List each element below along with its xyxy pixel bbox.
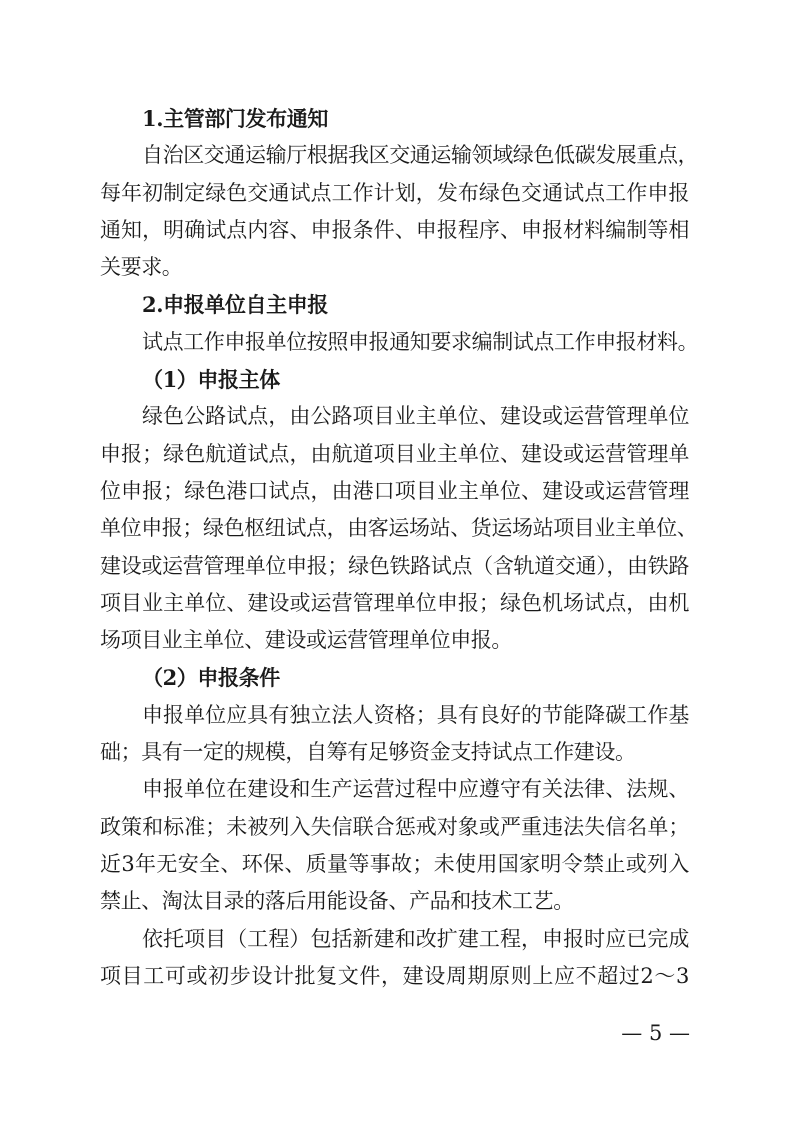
text-line: 通知，明确试点内容、申报条件、申报程序、申报材料编制等相 xyxy=(100,217,689,242)
text-line: 试点工作申报单位按照申报通知要求编制试点工作申报材料。 xyxy=(142,329,699,354)
section-heading: 2.申报单位自主申报 xyxy=(142,292,328,318)
text-line: 政策和标准；未被列入失信联合惩戒对象或严重违法失信名单； xyxy=(100,814,689,839)
text-line: 自治区交通运输厅根据我区交通运输领域绿色低碳发展重点， xyxy=(142,143,699,168)
subsection-heading: （2）申报条件 xyxy=(142,665,280,691)
paragraph xyxy=(100,137,699,286)
text-line: 关要求。 xyxy=(100,255,183,280)
text-line: 建设或运营管理单位申报；绿色铁路试点（含轨道交通），由铁路 xyxy=(100,553,689,578)
text-line: 单位申报；绿色枢纽试点，由客运场站、货运场站项目业主单位、 xyxy=(100,516,698,541)
text-line: 础；具有一定的规模，自筹有足够资金支持试点工作建设。 xyxy=(100,740,636,765)
paragraph xyxy=(100,697,689,772)
text-line: 申报单位在建设和生产运营过程中应遵守有关法律、法规、 xyxy=(142,777,689,802)
text-line: 项目业主单位、建设或运营管理单位申报；绿色机场试点，由机 xyxy=(100,590,689,615)
text-line: 位申报；绿色港口试点，由港口项目业主单位、建设或运营管理 xyxy=(100,478,689,503)
text-line: 场项目业主单位、建设或运营管理单位申报。 xyxy=(100,628,512,653)
paragraph xyxy=(100,398,698,659)
page-number: — 5 — xyxy=(621,1021,690,1045)
paragraph xyxy=(100,324,699,361)
subsection-heading: （1）申报主体 xyxy=(142,367,280,393)
text-line: 申报；绿色航道试点，由航道项目业主单位、建设或运营管理单 xyxy=(100,441,689,466)
text-line: 每年初制定绿色交通试点工作计划，发布绿色交通试点工作申报 xyxy=(100,180,689,205)
paragraph xyxy=(100,771,689,920)
text-line: 申报单位应具有独立法人资格；具有良好的节能降碳工作基 xyxy=(142,702,689,727)
paragraph xyxy=(100,921,689,996)
section-heading: 1.主管部门发布通知 xyxy=(142,106,328,131)
document-body xyxy=(100,100,699,995)
text-line: 项目工可或初步设计批复文件，建设周期原则上应不超过2～3 xyxy=(100,963,689,988)
text-line: 禁止、淘汰目录的落后用能设备、产品和技术工艺。 xyxy=(100,889,574,914)
text-line: 依托项目（工程）包括新建和改扩建工程，申报时应已完成 xyxy=(142,926,689,951)
text-line: 绿色公路试点，由公路项目业主单位、建设或运营管理单位 xyxy=(142,404,689,429)
text-line: 近3年无安全、环保、质量等事故；未使用国家明令禁止或列入 xyxy=(100,851,689,876)
